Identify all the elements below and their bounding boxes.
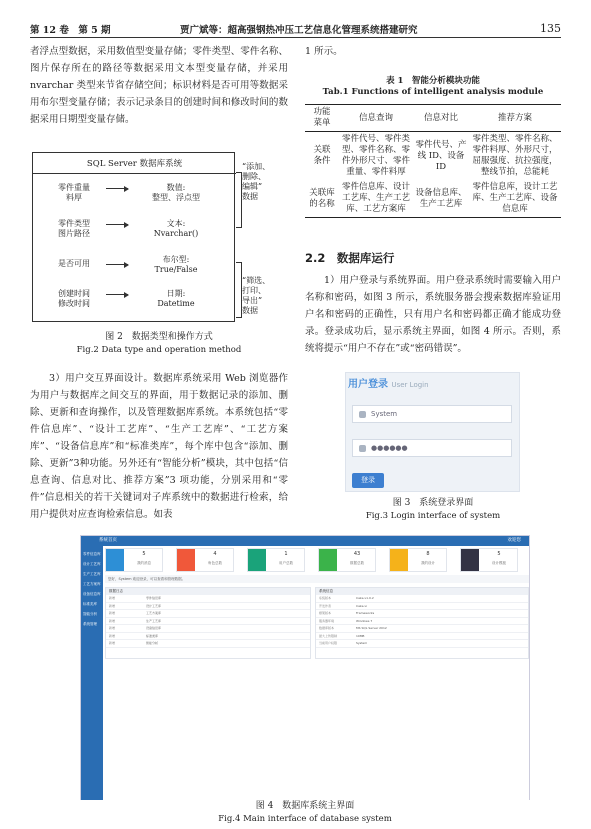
- stat-label: 数据总数: [350, 561, 364, 565]
- arrow-icon: [106, 188, 128, 189]
- info-value: Frameworks: [356, 611, 375, 615]
- caption-cn: 图 3 系统登录界面: [392, 498, 474, 508]
- info-value: Cake.v1.0.2: [356, 596, 374, 600]
- log-action: 新增: [109, 641, 116, 645]
- stat-number: 5: [142, 551, 146, 557]
- log-row: [106, 610, 310, 618]
- sidebar-item[interactable]: 生产工艺库: [83, 572, 101, 576]
- volume-issue: 第 12 卷 第 5 期: [30, 25, 111, 36]
- info-key: 当前用户权限: [319, 641, 338, 645]
- log-target: 设计工艺库: [146, 603, 162, 608]
- caption-cn: 图 4 数据库系统主界面: [255, 801, 355, 811]
- stat-number: 43: [353, 551, 361, 557]
- stat-label: 我的消息: [137, 561, 151, 565]
- log-row: [106, 603, 310, 611]
- info-value: Cake.vi: [356, 603, 367, 608]
- log-row: [106, 633, 310, 641]
- field-names: 是否可用: [58, 259, 90, 268]
- info-key: 最大上传限制: [319, 633, 338, 638]
- user-icon: [359, 411, 366, 418]
- table-cell: 零件信息库，设计工艺库、生产工艺库、设备信息库: [472, 182, 558, 214]
- log-target: 标准类库: [146, 633, 159, 638]
- type-name: 数值: 整型、浮点型: [152, 183, 200, 202]
- panel-title: 系统信息: [316, 588, 528, 595]
- arrow-icon: [106, 264, 128, 265]
- stat-icon: [461, 549, 479, 571]
- password-field[interactable]: [352, 439, 512, 457]
- log-action: 新增: [109, 633, 116, 638]
- log-target: 智能分析: [146, 641, 159, 645]
- field-names: 零件类型 图片路径: [58, 219, 90, 238]
- log-target: 工艺方案库: [146, 611, 162, 615]
- stat-label: 用户总数: [279, 561, 293, 565]
- sidebar-item[interactable]: 标准类库: [83, 602, 97, 606]
- left-paragraph-1: [30, 43, 288, 128]
- stat-card[interactable]: [389, 548, 447, 572]
- paragraph-text: 1）用户登录与系统界面。用户登录系统时需要输入用户名称和密码，如图 3 所示，系统服务器会搜索数据库验证用户名和密码的正确性，只有用户名和密码都正确才能成功登录。登录成功后，显示系统主界面，如图 4 所示。否则，系统将提示“用户不存在”或“密码错误”。: [305, 275, 561, 354]
- log-action: 新增: [109, 618, 116, 623]
- side-label-top: “添加、 删除、 编辑” 数据: [242, 162, 271, 201]
- info-key: 数据库版本: [319, 626, 335, 630]
- info-row: [316, 610, 528, 618]
- arrow-icon: [106, 224, 128, 225]
- running-title: 贾广斌等：超高强钢热冲压工艺信息化管理系统搭建研究: [180, 25, 418, 36]
- stat-number: 4: [213, 551, 217, 557]
- sidebar-item[interactable]: 工艺方案库: [83, 582, 101, 586]
- table-row: [305, 180, 561, 218]
- password-value: ●●●●●●: [371, 444, 408, 452]
- log-target: 生产工艺库: [146, 618, 162, 623]
- stat-card[interactable]: [105, 548, 163, 572]
- right-paragraph-3: [305, 272, 561, 357]
- type-row: [41, 289, 231, 317]
- figure-3-caption: [305, 497, 561, 523]
- type-name: 布尔型: True/False: [154, 255, 198, 274]
- figure-2-caption: [30, 331, 288, 357]
- table-header: 功能 菜单: [313, 107, 331, 128]
- table-cell: 零件代号、零件类型、零件名称、零件外形尺寸、零件重量、零件料厚: [341, 134, 410, 177]
- sidebar-item[interactable]: 系统管理: [83, 622, 97, 626]
- stat-icon: [248, 549, 266, 571]
- table-header: 信息对比: [423, 112, 458, 123]
- log-row: [106, 640, 310, 648]
- stat-icon: [177, 549, 195, 571]
- stat-icon: [390, 549, 408, 571]
- paragraph-text: 3）用户交互界面设计。数据库系统采用 Web 浏览器作为用户与数据库之间交互的界面，用于数据记录的添加、删除、更新和查询操作，以及管理数据库系统。本系统包括“零件信息库”、“设计工艺库”、“生产工艺库”、“工艺方案库”、“设备信息库”和“标准类库”，每个库中包含“添加、删除、更新”3种功能。另外还有“智能分析”模块，其中包括“信息查询、信息对比、推荐方案”3 项功能，分别采用和“零件”信息相关的若干关键词对子库系统中的数据进行检索，给用户提供对应查询检索信息。如表: [30, 373, 288, 520]
- sidebar-item[interactable]: 设计工艺库: [83, 562, 101, 566]
- table-1-caption: [305, 76, 561, 98]
- side-label-bottom: “筛选、 打印、 导出” 数据: [242, 276, 271, 315]
- arrow-icon: [106, 294, 128, 295]
- welcome-notice: 您好，System 欢迎登录，可以查看和管理数据。: [105, 575, 529, 583]
- log-target: 零件信息库: [146, 596, 162, 600]
- stat-icon: [319, 549, 337, 571]
- table-cell: 零件代号、产线 ID、设备 ID: [415, 139, 467, 172]
- login-screenshot: [345, 372, 520, 492]
- stat-card[interactable]: [318, 548, 376, 572]
- table-cell: 关联库 的名称: [309, 187, 335, 209]
- login-title-en: User Login: [391, 381, 429, 389]
- stat-number: 8: [426, 551, 430, 557]
- panel-title: 数据日志: [106, 588, 310, 595]
- stat-card[interactable]: [460, 548, 518, 572]
- table-row: [305, 132, 561, 181]
- top-user[interactable]: 欢迎您: [507, 538, 521, 543]
- sidebar-item[interactable]: 智能分析: [83, 612, 97, 616]
- info-row: [316, 640, 528, 648]
- table-cell: 设备信息库、生产工艺库: [415, 187, 467, 209]
- table-cell: 零件信息库、设计工艺库、生产工艺库、工艺方案库: [341, 182, 410, 214]
- info-row: [316, 625, 528, 633]
- info-value: Windows 7: [356, 618, 373, 623]
- stat-label: 角色总数: [208, 561, 222, 565]
- info-key: 服务器环境: [319, 618, 335, 623]
- type-row: [41, 219, 231, 247]
- paragraph-text: 1 所示。: [305, 46, 343, 57]
- caption-cn: 图 2 数据类型和操作方式: [105, 332, 213, 342]
- sql-server-box: [32, 152, 235, 322]
- sidebar-item[interactable]: 设备信息库: [83, 592, 101, 596]
- caption-cn: 表 1 智能分析模块功能: [386, 76, 480, 86]
- box-title: SQL Server 数据库系统: [33, 157, 236, 174]
- top-bar: [81, 536, 529, 546]
- log-row: [106, 625, 310, 633]
- table-cell: 零件类型、零件名称、零件料厚、外形尺寸，屈服强度、抗拉强度，整线节拍，总能耗: [472, 134, 558, 177]
- stat-cards: [105, 548, 529, 572]
- table-cell: 关联 条件: [313, 145, 331, 166]
- sidebar: [81, 546, 103, 817]
- info-row: [316, 633, 528, 641]
- paragraph-text: 者浮点型数据，采用数值型变量存储；零件类型、零件名称、图片保存所在的路径等数据采用文本型变量存储，并采用 nvarchar 类型来节省存储空间；标识材料是否可用等数据采用布尔型变量存储；表示记录条目的创建时间和修改时间的数据采用日期型变量存储。: [30, 46, 288, 125]
- login-title: [348, 375, 429, 390]
- sidebar-item[interactable]: 零件信息库: [83, 552, 101, 556]
- stat-icon: [106, 549, 124, 571]
- stat-number: 1: [284, 551, 288, 557]
- info-key: 开发作者: [319, 603, 332, 608]
- section-heading: 2.2 数据库运行: [305, 251, 395, 265]
- info-key: 系统版本: [319, 596, 332, 600]
- login-title-cn: 用户登录: [348, 379, 388, 390]
- stat-number: 5: [497, 551, 501, 557]
- header-rule: [30, 37, 561, 38]
- username-field[interactable]: [352, 405, 512, 423]
- login-button[interactable]: 登录: [352, 473, 384, 488]
- info-row: [316, 618, 528, 626]
- caption-en: Fig.3 Login interface of system: [365, 511, 501, 521]
- log-row: [106, 595, 310, 603]
- caption-en: Fig.4 Main interface of database system: [218, 814, 392, 824]
- log-action: 新增: [109, 611, 116, 615]
- info-value: System: [356, 641, 368, 645]
- top-title: 系统首页: [99, 538, 117, 543]
- info-row: [316, 595, 528, 603]
- info-value: 10MB: [356, 633, 365, 638]
- log-action: 新增: [109, 596, 116, 600]
- type-name: 文本: Nvarchar(): [153, 219, 199, 238]
- table-header: 推荐方案: [497, 112, 532, 123]
- table-header: 信息查询: [358, 112, 393, 123]
- stat-card[interactable]: [176, 548, 234, 572]
- caption-en: Tab.1 Functions of intelligent analysis module: [322, 87, 544, 97]
- running-header: [30, 22, 561, 38]
- info-key: 框架版本: [319, 611, 332, 615]
- type-row: [41, 255, 231, 283]
- info-row: [316, 603, 528, 611]
- stat-card[interactable]: [247, 548, 305, 572]
- page-number: 135: [540, 22, 561, 35]
- log-action: 新增: [109, 626, 116, 630]
- field-names: 零件重量 料厚: [58, 183, 90, 202]
- table-header-row: [305, 105, 561, 132]
- figure-2: [32, 152, 282, 322]
- right-intro: [305, 43, 561, 60]
- figure-4-caption: [80, 800, 530, 826]
- caption-en: Fig.2 Data type and operation method: [76, 345, 242, 355]
- log-panel: [105, 587, 311, 659]
- lock-icon: [359, 445, 366, 452]
- username-value: System: [371, 410, 398, 418]
- dashboard-screenshot: [80, 535, 530, 817]
- left-paragraph-2: [30, 370, 288, 523]
- log-row: [106, 618, 310, 626]
- type-name: 日期: Datetime: [157, 289, 195, 308]
- stat-label: 设计模板: [492, 561, 506, 565]
- table-1: [305, 104, 561, 218]
- system-info-panel: [315, 587, 529, 659]
- field-names: 创建时间 修改时间: [58, 289, 90, 308]
- stat-label: 我的设计: [421, 561, 435, 565]
- log-target: 设备信息库: [146, 626, 162, 630]
- log-action: 新增: [109, 603, 116, 608]
- info-value: MS SQL Server 2012: [356, 626, 387, 630]
- type-row: [41, 183, 231, 211]
